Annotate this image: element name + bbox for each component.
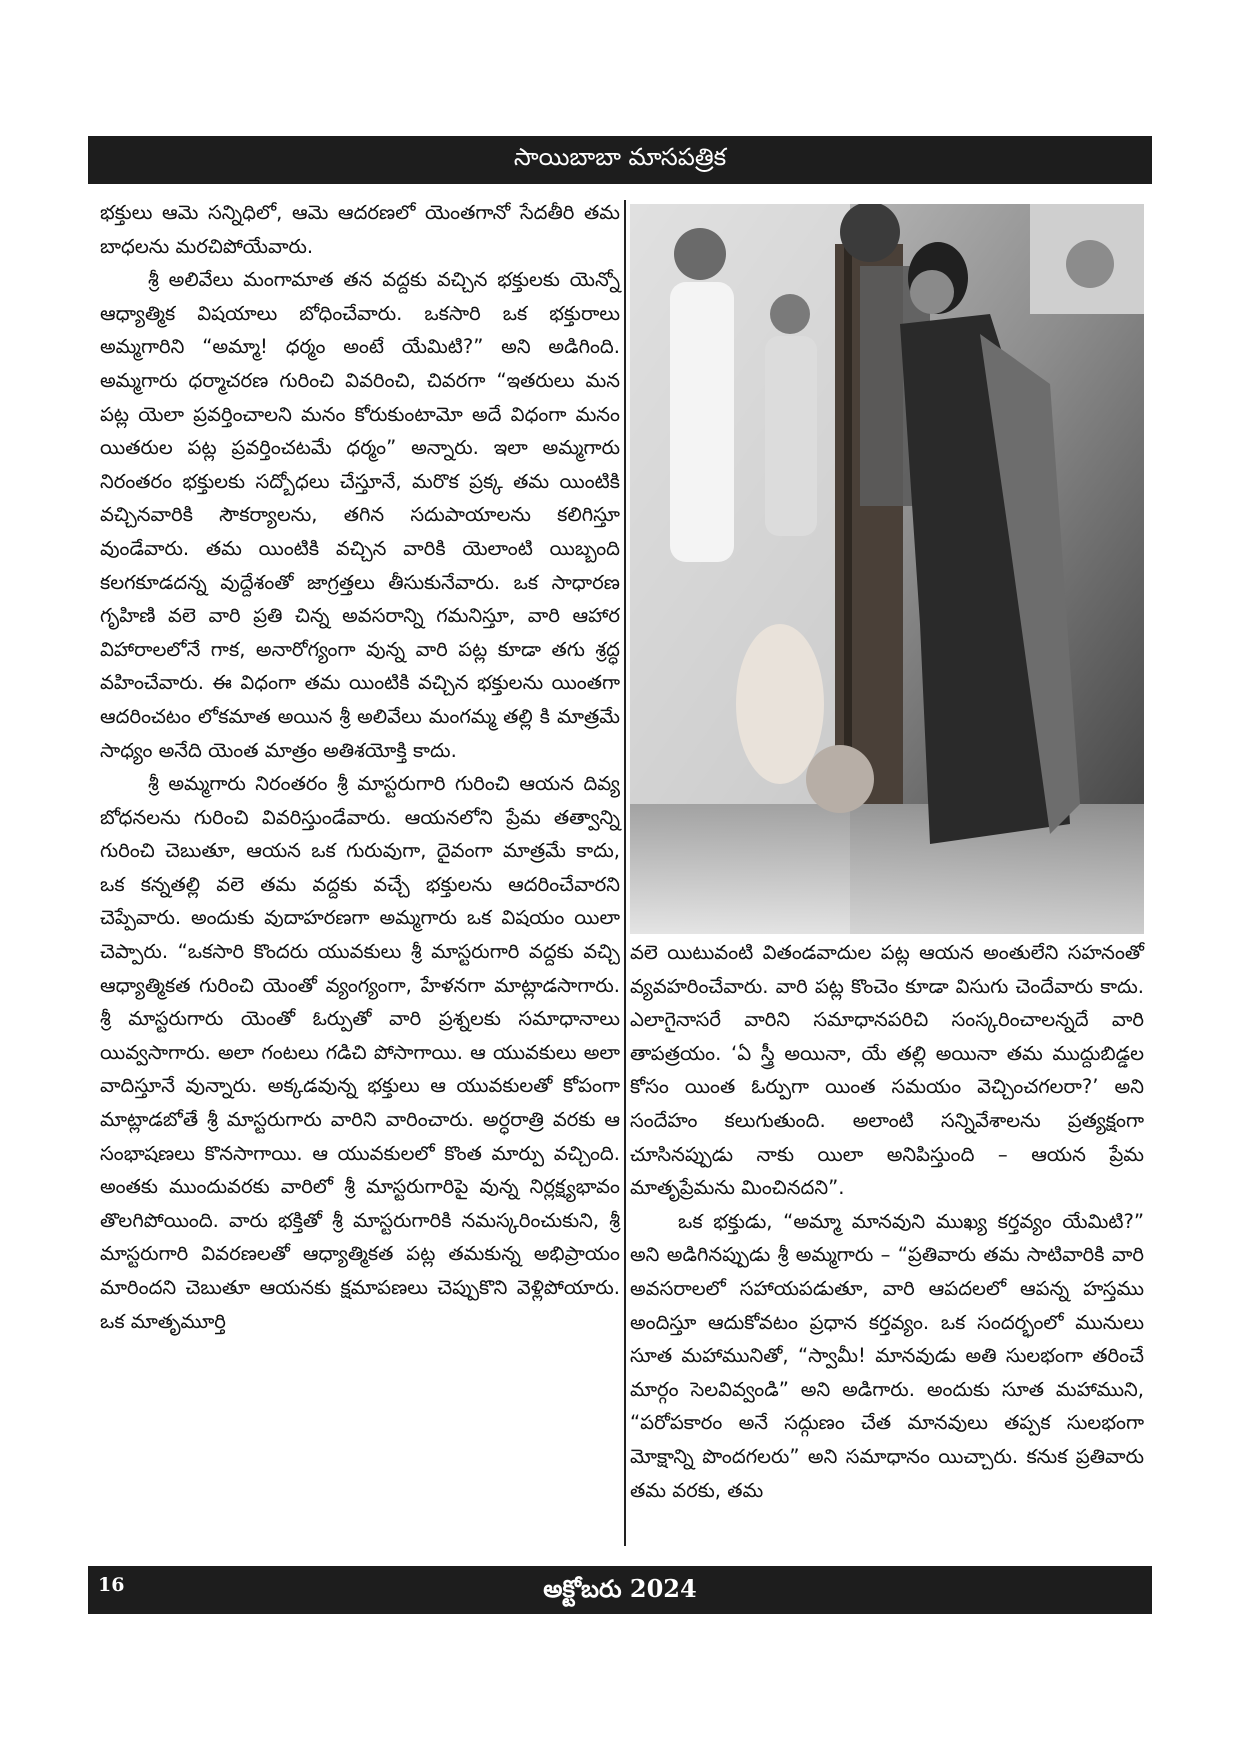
photograph xyxy=(630,204,1144,934)
paragraph: ఒక భక్తుడు, “అమ్మా మానవుని ముఖ్య కర్తవ్యం యేమిటి?” అని అడిగినప్పుడు శ్రీ అమ్మగారు – “ప్రతివారు తమ సాటివారికి వారి అవసరాలలో సహాయపడుతూ, వారి ఆపదలలో ఆపన్న హస్తము అందిస్తూ ఆదుకోవటం ప్రధాన కర్తవ్యం. ఒక సందర్భంలో మునులు సూత మహామునితో, “స్వామీ! మానవుడు అతి సులభంగా తరించే మార్గం సెలవివ్వండి” అని అడిగారు. అందుకు సూత మహాముని, “పరోపకారం అనే సద్గుణం చేత మానవులు తప్పక సులభంగా మోక్షాన్ని పొందగలరు” అని సమాధానం యిచ్చారు. కనుక ప్రతివారు తమ వరకు, తమ xyxy=(630,1209,1144,1502)
page-footer xyxy=(88,1566,1152,1614)
magazine-title: సాయిబాబా మాసపత్రిక xyxy=(513,143,727,171)
right-text-column xyxy=(630,936,1144,1507)
magazine-header xyxy=(88,136,1152,184)
column-divider xyxy=(624,200,626,1546)
issue-date: అక్టోబరు 2024 xyxy=(543,1574,697,1603)
paragraph: వలె యిటువంటి వితండవాదుల పట్ల ఆయన అంతులేని సహనంతో వ్యవహరించేవారు. వారి పట్ల కొంచెం కూడా విసుగు చెందేవారు కాదు. ఎలాగైనాసరే వారిని సమాధానపరిచి సంస్కరించాలన్నదే వారి తాపత్రయం. ‘ఏ స్త్రీ అయినా, యే తల్లి అయినా తమ ముద్దుబిడ్డల కోసం యింత ఓర్పుగా యింత సమయం వెచ్చించగలరా?’ అని సందేహం కలుగుతుంది. అలాంటి సన్నివేశాలను ప్రత్యక్షంగా చూసినప్పుడు నాకు యిలా అనిపిస్తుంది – ఆయన ప్రేమ మాతృప్రేమను మించినదని”. xyxy=(630,941,1144,1200)
paragraph: శ్రీ అలివేలు మంగామాత తన వద్దకు వచ్చిన భక్తులకు యెన్నో ఆధ్యాత్మిక విషయాలు బోధించేవారు. ఒకసారి ఒక భక్తురాలు అమ్మగారిని “అమ్మా! ధర్మం అంటే యేమిటి?” అని అడిగింది. అమ్మగారు ధర్మాచరణ గురించి వివరించి, చివరగా “ఇతరులు మన పట్ల యెలా ప్రవర్తించాలని మనం కోరుకుంటామో అదే విధంగా మనం యితరుల పట్ల ప్రవర్తించటమే ధర్మం” అన్నారు. ఇలా అమ్మగారు నిరంతరం భక్తులకు సద్బోధలు చేస్తూనే, మరొక ప్రక్క తమ యింటికి వచ్చినవారికి సౌకర్యాలను, తగిన సదుపాయాలను కలిగిస్తూ వుండేవారు. తమ యింటికి వచ్చిన వారికి యెలాంటి యిబ్బంది కలగకూడదన్న వుద్దేశంతో జాగ్రత్తలు తీసుకునేవారు. ఒక సాధారణ గృహిణి వలె వారి ప్రతి చిన్న అవసరాన్ని గమనిస్తూ, వారి ఆహార విహారాలలోనే గాక, అనారోగ్యంగా వున్న వారి పట్ల కూడా తగు శ్రద్ధ వహించేవారు. ఈ విధంగా తమ యింటికి వచ్చిన భక్తులను యింతగా ఆదరించటం లోకమాత అయిన శ్రీ అలివేలు మంగమ్మ తల్లి కి మాత్రమే సాధ్యం అనేది యెంత మాత్రం అతిశయోక్తి కాదు. xyxy=(100,268,620,762)
paragraph: భక్తులు ఆమె సన్నిధిలో, ఆమె ఆదరణలో యెంతగానో సేదతీరి తమ బాధలను మరచిపోయేవారు. xyxy=(100,201,620,258)
page-number: 16 xyxy=(98,1574,125,1596)
left-text-column xyxy=(100,196,620,1338)
paragraph: శ్రీ అమ్మగారు నిరంతరం శ్రీ మాస్టరుగారి గురించి ఆయన దివ్య బోధనలను గురించి వివరిస్తుండేవారు. ఆయనలోని ప్రేమ తత్వాన్ని గురించి చెబుతూ, ఆయన ఒక గురువుగా, దైవంగా మాత్రమే కాదు, ఒక కన్నతల్లి వలె తమ వద్దకు వచ్చే భక్తులను ఆదరించేవారని చెప్పేవారు. అందుకు వుదాహరణగా అమ్మగారు ఒక విషయం యిలా చెప్పారు. “ఒకసారి కొందరు యువకులు శ్రీ మాస్టరుగారి వద్దకు వచ్చి ఆధ్యాత్మికత గురించి యెంతో వ్యంగ్యంగా, హేళనగా మాట్లాడసాగారు. శ్రీ మాస్టరుగారు యెంతో ఓర్పుతో వారి ప్రశ్నలకు సమాధానాలు యివ్వసాగారు. అలా గంటలు గడిచి పోసాగాయి. ఆ యువకులు అలా వాదిస్తూనే వున్నారు. అక్కడవున్న భక్తులు ఆ యువకులతో కోపంగా మాట్లాడబోతే శ్రీ మాస్టరుగారు వారిని వారించారు. అర్ధరాత్రి వరకు ఆ సంభాషణలు కొనసాగాయి. ఆ యువకులలో కొంత మార్పు వచ్చింది. అంతకు ముందువరకు వారిలో శ్రీ మాస్టరుగారిపై వున్న నిర్లక్ష్యభావం తొలగిపోయింది. వారు భక్తితో శ్రీ మాస్టరుగారికి నమస్కరించుకుని, శ్రీ మాస్టరుగారి వివరణలతో ఆధ్యాత్మికత పట్ల తమకున్న అభిప్రాయం మారిందని చెబుతూ ఆయనకు క్షమాపణలు చెప్పుకొని వెళ్లిపోయారు. ఒక మాతృమూర్తి xyxy=(100,772,620,1333)
